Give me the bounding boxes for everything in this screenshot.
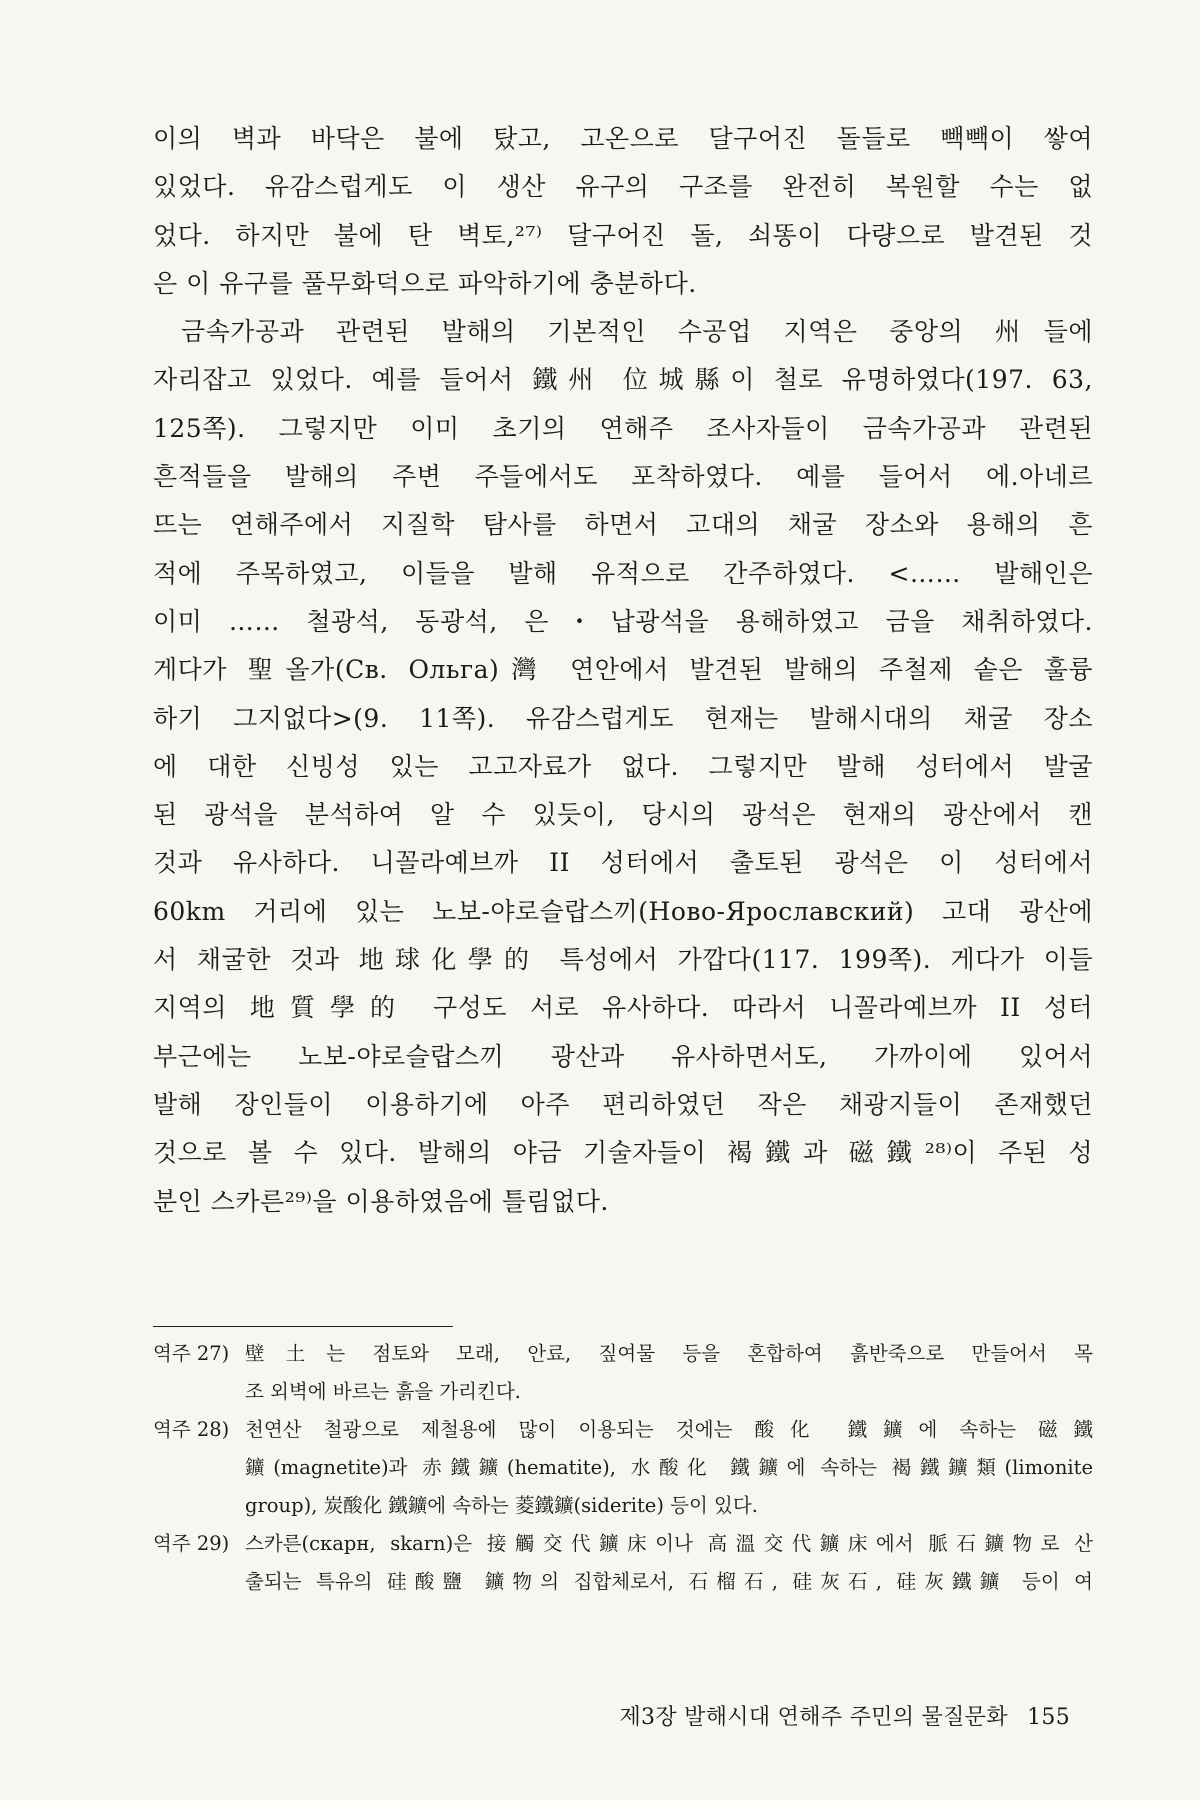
body-line: 에 대한 신빙성 있는 고고자료가 없다. 그렇지만 발해 성터에서 발굴 (153, 751, 1093, 781)
footnote-line: 천연산 철광으로 제철용에 많이 이용되는 것에는 酸化 鐵鑛에 속하는 磁鐵 (245, 1418, 1093, 1441)
footnote-line: 스카른(скарн, skarn)은 接觸交代鑛床이나 高溫交代鑛床에서 脈石鑛物로 산 (245, 1532, 1093, 1555)
body-line: 지역의 地質學的 구성도 서로 유사하다. 따라서 니꼴라예브까 II 성터 (153, 993, 1093, 1023)
body-line: 은 이 유구를 풀무화덕으로 파악하기에 충분하다. (153, 268, 697, 298)
body-line: 자리잡고 있었다. 예를 들어서 鐵州 位城縣이 철로 유명하였다(197. 63, (153, 365, 1093, 395)
body-line: 금속가공과 관련된 발해의 기본적인 수공업 지역은 중앙의 州들에 (181, 317, 1093, 347)
footnote-label: 역주 27) (153, 1342, 230, 1365)
footnote-28 (153, 1411, 1093, 1525)
body-line: 서 채굴한 것과 地球化學的 특성에서 가깝다(117. 199쪽). 게다가 이들 (153, 945, 1093, 975)
chapter-title: 제3장 발해시대 연해주 주민의 물질문화 (619, 1705, 1008, 1730)
body-line: 게다가 聖올가(Св. Ольга)灣 연안에서 발견된 발해의 주철제 솥은 훌륭 (153, 655, 1093, 685)
running-footer (576, 1700, 1070, 1731)
body-line: 있었다. 유감스럽게도 이 생산 유구의 구조를 완전히 복원할 수는 없 (153, 172, 1093, 202)
body-line: 적에 주목하였고, 이들을 발해 유적으로 간주하였다. <…… 발해인은 (153, 558, 1093, 588)
footnote-label: 역주 29) (153, 1532, 230, 1555)
body-line: 것으로 볼 수 있다. 발해의 야금 기술자들이 褐鐵과 磁鐵²⁸⁾이 주된 성 (153, 1138, 1093, 1168)
body-line: 60km 거리에 있는 노보-야로슬랍스끼(Ново-Ярославский) 고대 광산에 (153, 896, 1093, 926)
body-line: 하기 그지없다>(9. 11쪽). 유감스럽게도 현재는 발해시대의 채굴 장소 (153, 703, 1093, 733)
body-text (153, 115, 1093, 1226)
body-line: 발해 장인들이 이용하기에 아주 편리하였던 작은 채광지들이 존재했던 (153, 1089, 1093, 1119)
footnote-label: 역주 28) (153, 1418, 230, 1441)
body-line: 이의 벽과 바닥은 불에 탔고, 고온으로 달구어진 돌들로 빽빽이 쌓여 (153, 124, 1093, 153)
body-line: 뜨는 연해주에서 지질학 탐사를 하면서 고대의 채굴 장소와 용해의 흔 (153, 510, 1093, 540)
body-line: 었다. 하지만 불에 탄 벽토,²⁷⁾ 달구어진 돌, 쇠똥이 다량으로 발견된 것 (153, 220, 1093, 250)
footnote-27 (153, 1335, 1093, 1411)
body-line: 부근에는 노보-야로슬랍스끼 광산과 유사하면서도, 가까이에 있어서 (153, 1041, 1093, 1071)
body-line: 것과 유사하다. 니꼴라예브까 II 성터에서 출토된 광석은 이 성터에서 (153, 848, 1093, 878)
body-line: 이미 …… 철광석, 동광석, 은・납광석을 용해하였고 금을 채취하였다. (153, 606, 1093, 636)
footnotes (153, 1335, 1093, 1601)
footnote-line: group), 炭酸化 鐵鑛에 속하는 菱鐵鑛(siderite) 등이 있다. (245, 1494, 758, 1517)
body-line: 된 광석을 분석하여 알 수 있듯이, 당시의 광석은 현재의 광산에서 캔 (153, 800, 1093, 830)
footnote-line: 壁土는 점토와 모래, 안료, 짚여물 등을 혼합하여 흙반죽으로 만들어서 목 (245, 1342, 1093, 1365)
footnote-29 (153, 1525, 1093, 1601)
footnote-line: 출되는 특유의 硅酸鹽 鑛物의 집합체로서, 石榴石, 硅灰石, 硅灰鐵鑛 등이 여 (245, 1570, 1093, 1593)
footnote-divider (153, 1326, 453, 1327)
body-line: 125쪽). 그렇지만 이미 초기의 연해주 조사자들이 금속가공과 관련된 (153, 413, 1093, 443)
body-line: 흔적들을 발해의 주변 주들에서도 포착하였다. 예를 들어서 에.아네르 (153, 462, 1093, 492)
body-line: 분인 스카른²⁹⁾을 이용하였음에 틀림없다. (153, 1186, 609, 1216)
footnote-line: 조 외벽에 바르는 흙을 가리킨다. (245, 1380, 521, 1403)
page-number: 155 (1027, 1705, 1070, 1730)
footnote-line: 鑛(magnetite)과 赤鐵鑛(hematite), 水酸化 鐵鑛에 속하는 褐鐵鑛類(limonite (245, 1456, 1093, 1479)
